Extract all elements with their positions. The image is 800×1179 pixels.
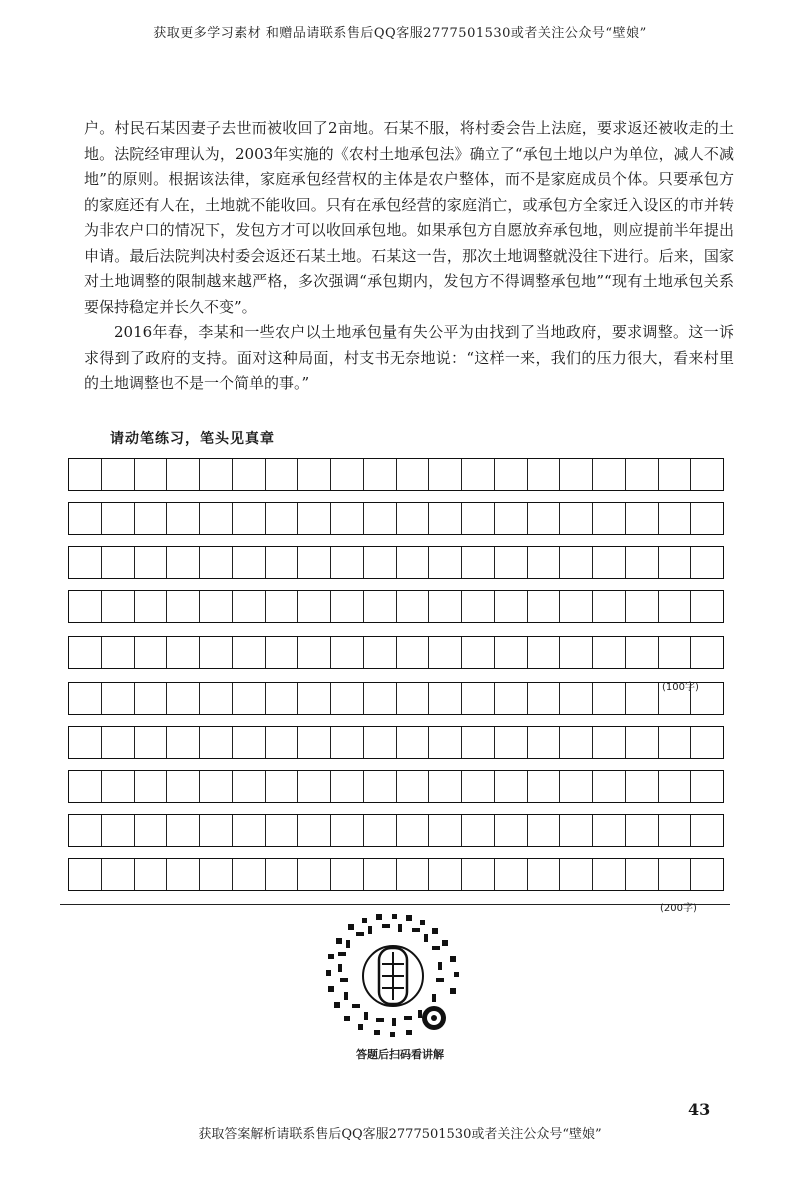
- grid-cell[interactable]: [462, 637, 495, 668]
- grid-cell[interactable]: [626, 727, 659, 758]
- grid-cell[interactable]: [560, 459, 593, 490]
- grid-cell[interactable]: [593, 859, 626, 890]
- grid-cell[interactable]: [69, 503, 102, 534]
- grid-cell[interactable]: [135, 771, 168, 802]
- grid-cell[interactable]: [167, 547, 200, 578]
- grid-cell[interactable]: [135, 503, 168, 534]
- grid-cell[interactable]: [69, 859, 102, 890]
- grid-cell[interactable]: [298, 547, 331, 578]
- grid-cell[interactable]: [560, 815, 593, 846]
- grid-cell[interactable]: [462, 727, 495, 758]
- grid-cell[interactable]: [298, 591, 331, 622]
- grid-cell[interactable]: [266, 815, 299, 846]
- grid-cell[interactable]: [135, 815, 168, 846]
- grid-cell[interactable]: [528, 459, 561, 490]
- grid-cell[interactable]: [266, 591, 299, 622]
- grid-cell[interactable]: [397, 771, 430, 802]
- grid-cell[interactable]: [593, 637, 626, 668]
- grid-cell[interactable]: [462, 591, 495, 622]
- grid-cell[interactable]: [200, 859, 233, 890]
- grid-cell[interactable]: [691, 503, 723, 534]
- grid-cell[interactable]: [167, 815, 200, 846]
- grid-cell[interactable]: [659, 815, 692, 846]
- qr-code[interactable]: [318, 912, 468, 1040]
- page-footer: 获取答案解析请联系售后QQ客服2777501530或者关注公众号“壁娘”: [198, 1127, 602, 1142]
- grid-cell[interactable]: [331, 815, 364, 846]
- grid-cell[interactable]: [593, 459, 626, 490]
- grid-cell[interactable]: [528, 859, 561, 890]
- paragraph-1: 户。村民石某因妻子去世而被收回了2亩地。石某不服，将村委会告上法庭，要求返还被收走的土地。法院经审理认为，2003年实施的《农村土地承包法》确立了“承包土地以户为单位，减人不减地”的原则。根据该法律，家庭承包经营权的主体是农户整体，而不是家庭成员个体。只要承包方的家庭还有人在，土地就不能收回。只有在承包经营的家庭消亡，或承包方全家迁入设区的市并转为非农户口的情况下，发包方才可以收回承包地。如果承包方自愿放弃承包地，则应提前半年提出申请。最后法院判决村委会返还石某土地。石某这一告，那次土地调整就没往下进行。后来，国家对土地调整的限制越来越严格，多次强调“承包期内，发包方不得调整承包地”“现有土地承包关系要保持稳定并长久不变”。: [84, 119, 734, 316]
- grid-cell[interactable]: [266, 771, 299, 802]
- grid-cell[interactable]: [298, 815, 331, 846]
- grid-cell[interactable]: [102, 683, 135, 714]
- grid-cell[interactable]: [659, 727, 692, 758]
- grid-cell[interactable]: [593, 503, 626, 534]
- grid-cell[interactable]: [331, 683, 364, 714]
- grid-cell[interactable]: [528, 547, 561, 578]
- grid-cell[interactable]: [200, 727, 233, 758]
- grid-cell[interactable]: [560, 683, 593, 714]
- grid-row: [68, 636, 724, 669]
- practice-prompt: 请动笔练习，笔头见真章: [110, 431, 275, 447]
- grid-cell[interactable]: [691, 459, 723, 490]
- grid-cell[interactable]: [102, 459, 135, 490]
- grid-cell[interactable]: [691, 547, 723, 578]
- grid-cell[interactable]: [429, 637, 462, 668]
- grid-cell[interactable]: [528, 683, 561, 714]
- grid-row: [68, 546, 724, 579]
- grid-cell[interactable]: [200, 771, 233, 802]
- grid-cell[interactable]: [560, 637, 593, 668]
- grid-cell[interactable]: [593, 727, 626, 758]
- grid-cell[interactable]: [364, 503, 397, 534]
- grid-cell[interactable]: [659, 459, 692, 490]
- grid-cell[interactable]: [626, 815, 659, 846]
- grid-cell[interactable]: [200, 591, 233, 622]
- grid-cell[interactable]: [528, 503, 561, 534]
- paragraph-2: 2016年春，李某和一些农户以土地承包量有失公平为由找到了当地政府，要求调整。这一诉求得到了政府的支持。面对这种局面，村支书无奈地说：“这样一来，我们的压力很大，看来村里的土地调整也不是一个简单的事。”: [84, 323, 734, 392]
- grid-cell[interactable]: [626, 637, 659, 668]
- grid-cell[interactable]: [528, 815, 561, 846]
- grid-cell[interactable]: [364, 771, 397, 802]
- grid-cell[interactable]: [429, 727, 462, 758]
- grid-cell[interactable]: [429, 815, 462, 846]
- grid-cell[interactable]: [659, 503, 692, 534]
- grid-cell[interactable]: [495, 503, 528, 534]
- grid-cell[interactable]: [298, 637, 331, 668]
- grid-cell[interactable]: [462, 815, 495, 846]
- grid-cell[interactable]: [462, 547, 495, 578]
- grid-cell[interactable]: [135, 637, 168, 668]
- grid-cell[interactable]: [298, 771, 331, 802]
- grid-cell[interactable]: [429, 591, 462, 622]
- grid-cell[interactable]: [364, 859, 397, 890]
- grid-cell[interactable]: [135, 683, 168, 714]
- grid-cell[interactable]: [528, 637, 561, 668]
- grid-cell[interactable]: [691, 727, 723, 758]
- grid-cell[interactable]: [135, 459, 168, 490]
- grid-cell[interactable]: [397, 815, 430, 846]
- grid-cell[interactable]: [364, 459, 397, 490]
- grid-cell[interactable]: [462, 459, 495, 490]
- grid-cell[interactable]: [528, 771, 561, 802]
- grid-cell[interactable]: [397, 459, 430, 490]
- grid-cell[interactable]: [200, 503, 233, 534]
- grid-cell[interactable]: [200, 459, 233, 490]
- grid-cell[interactable]: [167, 459, 200, 490]
- grid-cell[interactable]: [167, 771, 200, 802]
- grid-cell[interactable]: [233, 591, 266, 622]
- grid-cell[interactable]: [102, 503, 135, 534]
- grid-cell[interactable]: [626, 683, 659, 714]
- page-header: 获取更多学习素材 和赠品请联系售后QQ客服2777501530或者关注公众号“壁娘”: [153, 26, 647, 41]
- grid-cell[interactable]: [429, 683, 462, 714]
- grid-cell[interactable]: [626, 591, 659, 622]
- grid-cell[interactable]: [167, 727, 200, 758]
- grid-row: [68, 682, 724, 715]
- grid-cell[interactable]: [233, 459, 266, 490]
- grid-cell[interactable]: [331, 503, 364, 534]
- grid-cell[interactable]: [102, 727, 135, 758]
- grid-cell[interactable]: [266, 727, 299, 758]
- grid-cell[interactable]: [233, 815, 266, 846]
- article-body: [84, 116, 734, 397]
- grid-cell[interactable]: [659, 771, 692, 802]
- grid-cell[interactable]: [331, 727, 364, 758]
- grid-cell[interactable]: [200, 547, 233, 578]
- grid-row: [68, 858, 724, 891]
- grid-cell[interactable]: [593, 547, 626, 578]
- grid-cell[interactable]: [331, 547, 364, 578]
- grid-cell[interactable]: [69, 547, 102, 578]
- grid-cell[interactable]: [364, 637, 397, 668]
- grid-cell[interactable]: [462, 503, 495, 534]
- grid-cell[interactable]: [560, 547, 593, 578]
- grid-cell[interactable]: [364, 591, 397, 622]
- grid-cell[interactable]: [167, 591, 200, 622]
- grid-cell[interactable]: [167, 859, 200, 890]
- grid-row: [68, 590, 724, 623]
- grid-cell[interactable]: [691, 859, 723, 890]
- grid-cell[interactable]: [495, 815, 528, 846]
- grid-cell[interactable]: [462, 683, 495, 714]
- grid-cell[interactable]: [331, 459, 364, 490]
- grid-cell[interactable]: [462, 771, 495, 802]
- grid-cell[interactable]: [429, 771, 462, 802]
- grid-cell[interactable]: [364, 815, 397, 846]
- grid-cell[interactable]: [626, 547, 659, 578]
- grid-cell[interactable]: [102, 771, 135, 802]
- grid-cell[interactable]: [560, 771, 593, 802]
- grid-cell[interactable]: [495, 591, 528, 622]
- grid-cell[interactable]: [495, 637, 528, 668]
- grid-cell[interactable]: [233, 771, 266, 802]
- grid-cell[interactable]: [495, 683, 528, 714]
- grid-cell[interactable]: [135, 591, 168, 622]
- grid-cell[interactable]: [429, 859, 462, 890]
- grid-cell[interactable]: [233, 547, 266, 578]
- grid-row: [68, 726, 724, 759]
- grid-cell[interactable]: [69, 815, 102, 846]
- grid-cell[interactable]: [691, 815, 723, 846]
- grid-cell[interactable]: [167, 503, 200, 534]
- grid-cell[interactable]: [397, 503, 430, 534]
- grid-cell[interactable]: [331, 637, 364, 668]
- grid-cell[interactable]: [495, 459, 528, 490]
- grid-cell[interactable]: [69, 637, 102, 668]
- grid-cell[interactable]: [69, 771, 102, 802]
- grid-cell[interactable]: [266, 547, 299, 578]
- grid-cell[interactable]: [331, 859, 364, 890]
- grid-cell[interactable]: [135, 859, 168, 890]
- grid-cell[interactable]: [626, 859, 659, 890]
- grid-row: [68, 458, 724, 491]
- grid-cell[interactable]: [659, 547, 692, 578]
- grid-cell[interactable]: [495, 727, 528, 758]
- grid-end-rule: [60, 904, 730, 905]
- grid-cell[interactable]: [528, 727, 561, 758]
- grid-cell[interactable]: [233, 727, 266, 758]
- grid-cell[interactable]: [528, 591, 561, 622]
- grid-cell[interactable]: [626, 459, 659, 490]
- grid-cell[interactable]: [593, 815, 626, 846]
- grid-cell[interactable]: [560, 591, 593, 622]
- grid-cell[interactable]: [495, 771, 528, 802]
- grid-cell[interactable]: [266, 459, 299, 490]
- grid-cell[interactable]: [429, 459, 462, 490]
- word-count-200: (200字): [660, 903, 697, 914]
- grid-cell[interactable]: [397, 591, 430, 622]
- grid-cell[interactable]: [364, 727, 397, 758]
- grid-cell[interactable]: [593, 771, 626, 802]
- grid-cell[interactable]: [626, 503, 659, 534]
- grid-cell[interactable]: [102, 547, 135, 578]
- grid-row: [68, 770, 724, 803]
- grid-cell[interactable]: [135, 727, 168, 758]
- grid-cell[interactable]: [233, 859, 266, 890]
- word-count-100: (100字): [662, 682, 699, 693]
- grid-cell[interactable]: [233, 637, 266, 668]
- grid-cell[interactable]: [200, 683, 233, 714]
- grid-row: [68, 502, 724, 535]
- grid-cell[interactable]: [429, 547, 462, 578]
- grid-cell[interactable]: [298, 727, 331, 758]
- grid-cell[interactable]: [495, 547, 528, 578]
- grid-cell[interactable]: [102, 815, 135, 846]
- grid-cell[interactable]: [200, 815, 233, 846]
- grid-cell[interactable]: [102, 859, 135, 890]
- grid-cell[interactable]: [560, 727, 593, 758]
- grid-cell[interactable]: [691, 591, 723, 622]
- grid-cell[interactable]: [659, 859, 692, 890]
- grid-row: [68, 814, 724, 847]
- grid-cell[interactable]: [266, 637, 299, 668]
- grid-cell[interactable]: [266, 683, 299, 714]
- grid-cell[interactable]: [233, 683, 266, 714]
- grid-cell[interactable]: [135, 547, 168, 578]
- grid-cell[interactable]: [397, 547, 430, 578]
- grid-cell[interactable]: [593, 591, 626, 622]
- qr-caption: 答题后扫码看讲解: [356, 1048, 444, 1061]
- grid-cell[interactable]: [102, 637, 135, 668]
- page-number: 43: [688, 1100, 711, 1119]
- grid-cell[interactable]: [298, 503, 331, 534]
- grid-cell[interactable]: [659, 637, 692, 668]
- grid-cell[interactable]: [397, 727, 430, 758]
- grid-cell[interactable]: [429, 503, 462, 534]
- grid-cell[interactable]: [364, 683, 397, 714]
- grid-cell[interactable]: [397, 637, 430, 668]
- grid-cell[interactable]: [691, 771, 723, 802]
- grid-cell[interactable]: [626, 771, 659, 802]
- grid-cell[interactable]: [298, 859, 331, 890]
- grid-cell[interactable]: [298, 683, 331, 714]
- grid-cell[interactable]: [69, 727, 102, 758]
- grid-cell[interactable]: [397, 859, 430, 890]
- grid-cell[interactable]: [691, 637, 723, 668]
- grid-cell[interactable]: [659, 591, 692, 622]
- grid-cell[interactable]: [364, 547, 397, 578]
- grid-cell[interactable]: [200, 637, 233, 668]
- grid-cell[interactable]: [266, 859, 299, 890]
- qr-code-graphic: [318, 912, 468, 1040]
- grid-cell[interactable]: [462, 859, 495, 890]
- grid-cell[interactable]: [560, 503, 593, 534]
- grid-cell[interactable]: [69, 683, 102, 714]
- grid-cell[interactable]: [233, 503, 266, 534]
- grid-cell[interactable]: [495, 859, 528, 890]
- grid-cell[interactable]: [167, 637, 200, 668]
- grid-cell[interactable]: [560, 859, 593, 890]
- grid-cell[interactable]: [593, 683, 626, 714]
- grid-cell[interactable]: [397, 683, 430, 714]
- grid-cell[interactable]: [102, 591, 135, 622]
- grid-cell[interactable]: [167, 683, 200, 714]
- grid-cell[interactable]: [69, 459, 102, 490]
- grid-cell[interactable]: [298, 459, 331, 490]
- grid-cell[interactable]: [331, 591, 364, 622]
- grid-cell[interactable]: [331, 771, 364, 802]
- grid-cell[interactable]: [69, 591, 102, 622]
- grid-cell[interactable]: [266, 503, 299, 534]
